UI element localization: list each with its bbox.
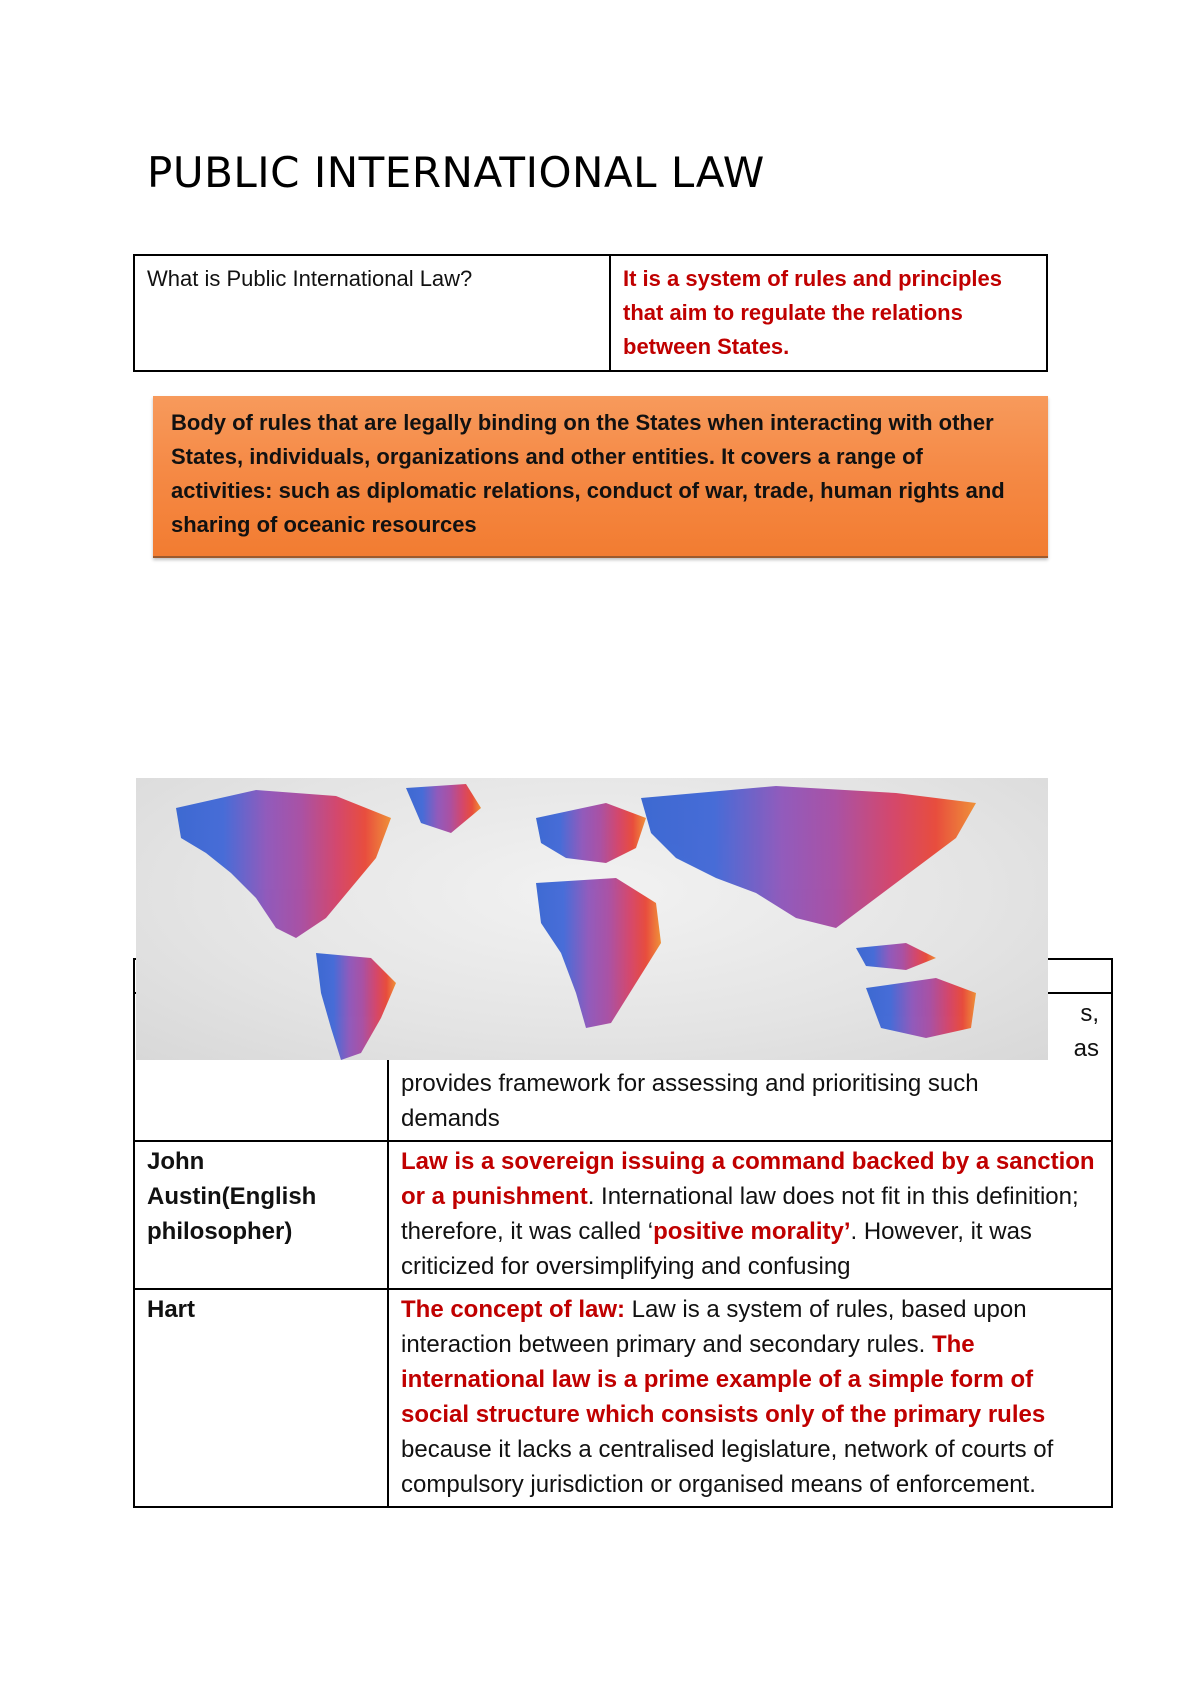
text-line: demands [401,1105,500,1132]
body-text: . International law does not fit in this definition; therefore, it was called ‘ [401,1183,1079,1245]
theory-name: John Austin(English philosopher) [134,1141,388,1289]
definition-callout: Body of rules that are legally binding on the States when interacting with other States, individuals, organizations and other entities. It covers a range of activities: such as diplomatic relations, conduct of war, trade, human rights and sharing of oceanic resources [153,396,1048,558]
theory-description [388,1289,1112,1507]
text-fragment: as [1073,1035,1099,1062]
definition-table [133,254,1048,372]
definition-answer: It is a system of rules and principles that aim to regulate the relations between States. [610,255,1047,371]
highlighted-text: The concept of law: [401,1296,626,1323]
body-text: . However, it was criticized for oversimplifying and confusing [401,1218,1032,1280]
text-line: provides framework for assessing and prioritising such [401,1070,979,1097]
table-row [134,1289,1112,1507]
theory-description [388,1141,1112,1289]
theory-name: Hart [134,1289,388,1507]
text-fragment: s, [1080,1000,1099,1027]
definition-question: What is Public International Law? [134,255,610,371]
highlighted-text: positive morality’ [653,1218,851,1245]
body-text: Law is a system of rules, based upon interaction between primary and secondary rules. [401,1296,1027,1358]
page-title: PUBLIC INTERNATIONAL LAW [147,148,765,197]
world-map-image [136,778,1048,1060]
table-row [134,1141,1112,1289]
table-row [134,255,1047,371]
highlighted-text: The international law is a prime example of a simple form of social structure which consists only of the primary rules [401,1331,1046,1428]
body-text: because it lacks a centralised legislature, network of courts of compulsory jurisdiction or organised means of enforcement. [401,1436,1054,1498]
highlighted-text: Law is a sovereign issuing a command backed by a sanction or a punishment [401,1148,1095,1210]
